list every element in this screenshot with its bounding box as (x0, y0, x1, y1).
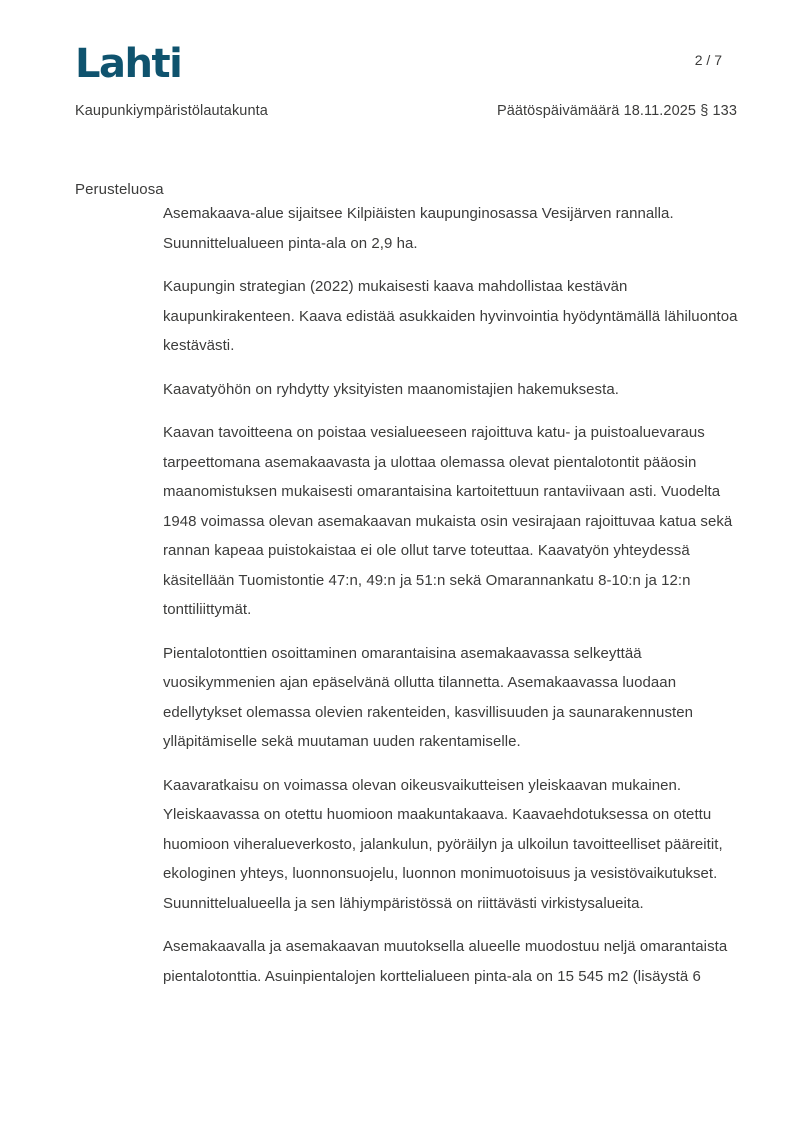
page-number: 2 / 7 (694, 52, 722, 68)
decision-date: Päätöspäivämäärä 18.11.2025 § 133 (496, 103, 737, 119)
paragraph-container (163, 199, 739, 991)
lahti-logo: Lahti (75, 41, 182, 87)
paragraph-4: Kaavan tavoitteena on poistaa vesialueeseen rajoittuva katu- ja puistoaluevaraus tarpeettomana asemakaavasta ja ulottaa olemassa olevat pientalotontit pääosin maanomistuksen mukaisesti omarantaisina kartoitettuun rantaviivaan asti. Vuodelta 1948 voimassa olevan asemakaavan mukaista osin vesirajaan rajoittuvaa katua sekä rannan kapeaa puistokaistaa ei ole ollut tarve toteuttaa. Kaavatyön yhteydessä käsitellään Tuomistontie 47:n, 49:n ja 51:n sekä Omarannankatu 8-10:n ja 12:n tonttiliittymät. (163, 424, 733, 618)
document-body (75, 181, 737, 991)
paragraph-7: Asemakaavalla ja asemakaavan muutoksella alueelle muodostuu neljä omarantaista pientalotonttia. Asuinpientalojen korttelialueen pinta-ala on 15 545 m2 (lisäystä 6 (163, 938, 728, 985)
paragraph-5: Pientalotonttien osoittaminen omarantaisina asemakaavassa selkeyttää vuosikymmenien ajan epäselvänä ollutta tilannetta. Asemakaavassa luodaan edellytykset olemassa olevien rakenteiden, kasvillisuuden ja saunarakennusten ylläpitämiselle sekä muutaman uuden rakentamiselle. (163, 644, 693, 750)
section-heading: Perusteluosa (75, 181, 164, 198)
paragraph-2: Kaupungin strategian (2022) mukaisesti kaava mahdollistaa kestävän kaupunkirakenteen. Kaava edistää asukkaiden hyvinvointia hyödyntämällä lähiluontoa kestävästi. (163, 278, 738, 354)
paragraph-3: Kaavatyöhön on ryhdytty yksityisten maanomistajien hakemuksesta. (163, 380, 619, 398)
document-subheader (75, 103, 737, 119)
paragraph-1: Asemakaava-alue sijaitsee Kilpiäisten kaupunginosassa Vesijärven rannalla. Suunnittelualueen pinta-ala on 2,9 ha. (163, 205, 674, 252)
page-header (75, 42, 737, 86)
committee-name: Kaupunkiympäristölautakunta (75, 103, 268, 119)
paragraph-6: Kaavaratkaisu on voimassa olevan oikeusvaikutteisen yleiskaavan mukainen. Yleiskaavassa on otettu huomioon maakuntakaava. Kaavaehdotuksessa on otettu huomioon viheralueverkosto, jalankulun, pyöräilyn ja ulkoilun tavoitteelliset pääreitit, ekologinen yhteys, luonnonsuojelu, luonnon monimuotoisuus ja vesistövaikutukset. Suunnittelualueella ja sen lähiympäristössä on riittävästi virkistysalueita. (163, 776, 723, 912)
